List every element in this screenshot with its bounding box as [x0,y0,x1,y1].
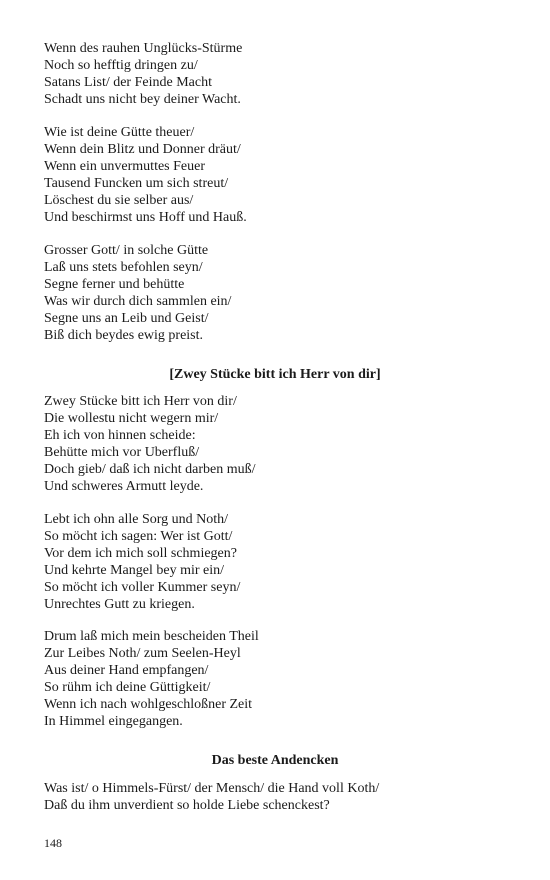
verse-line: Daß du ihm unverdient so holde Liebe schenckest? [44,797,330,813]
verse-line: Und kehrte Mangel bey mir ein/ [44,562,225,578]
page-number: 148 [44,836,62,850]
verse-line: Und beschirmst uns Hoff und Hauß. [44,209,247,225]
verse-line: Und schweres Armutt leyde. [44,478,204,494]
verse-line: Wie ist deine Gütte theuer/ [44,125,195,140]
stanza [44,781,379,815]
verse-line: Laß uns stets befohlen seyn/ [44,259,203,275]
poem-title: Das beste Andencken [211,753,339,768]
verse-line: Löschest du sie selber aus/ [44,192,194,208]
verse-line: In Himmel eingegangen. [44,713,183,729]
verse-line: Lebt ich ohn alle Sorg und Noth/ [44,512,229,527]
verse-line: Noch so hefftig dringen zu/ [44,57,198,73]
verse-line: Segne ferner und behütte [44,276,185,292]
verse-line: Grosser Gott/ in solche Gütte [44,243,209,258]
verse-line: Zur Leibes Noth/ zum Seelen-Heyl [44,645,241,661]
verse-line: Schadt uns nicht bey deiner Wacht. [44,91,241,107]
verse-line: So möcht ich voller Kummer seyn/ [44,579,241,595]
verse-line: Biß dich beydes ewig preist. [44,327,204,343]
verse-line: Behütte mich vor Uberfluß/ [44,444,200,460]
verse-line: Wenn ein unvermuttes Feuer [44,158,205,174]
verse-line: Was ist/ o Himmels-Fürst/ der Mensch/ die Hand voll Koth/ [44,781,380,796]
stanza [44,394,256,495]
verse-line: Satans List/ der Feinde Macht [44,74,212,90]
verse-line: Tausend Funcken um sich streut/ [44,175,229,191]
verse-line: Wenn dein Blitz und Donner dräut/ [44,141,241,157]
verse-line: Eh ich von hinnen scheide: [44,427,196,443]
verse-line: Die wollestu nicht wegern mir/ [44,410,219,426]
verse-line: Doch gieb/ daß ich nicht darben muß/ [44,461,256,477]
stanza [44,629,259,730]
verse-line: Wenn ich nach wohlgeschloßner Zeit [44,696,253,712]
verse-line: Was wir durch dich sammlen ein/ [44,293,232,309]
verse-line: Segne uns an Leib und Geist/ [44,310,209,326]
verse-line: Aus deiner Hand empfangen/ [44,662,209,678]
verse-line: Unrechtes Gutt zu kriegen. [44,596,195,612]
stanza [44,243,231,344]
verse-line: Zwey Stücke bitt ich Herr von dir/ [44,394,237,409]
stanza [44,512,240,613]
verse-line: Vor dem ich mich soll schmiegen? [44,545,237,561]
verse-line: So rühm ich deine Güttigkeit/ [44,679,211,695]
verse-line: So möcht ich sagen: Wer ist Gott/ [44,528,233,544]
poem-title: [Zwey Stücke bitt ich Herr von dir] [169,367,381,382]
verse-line: Wenn des rauhen Unglücks-Stürme [44,41,243,56]
stanza [44,41,242,109]
stanza [44,125,247,226]
verse-line: Drum laß mich mein bescheiden Theil [44,629,259,644]
